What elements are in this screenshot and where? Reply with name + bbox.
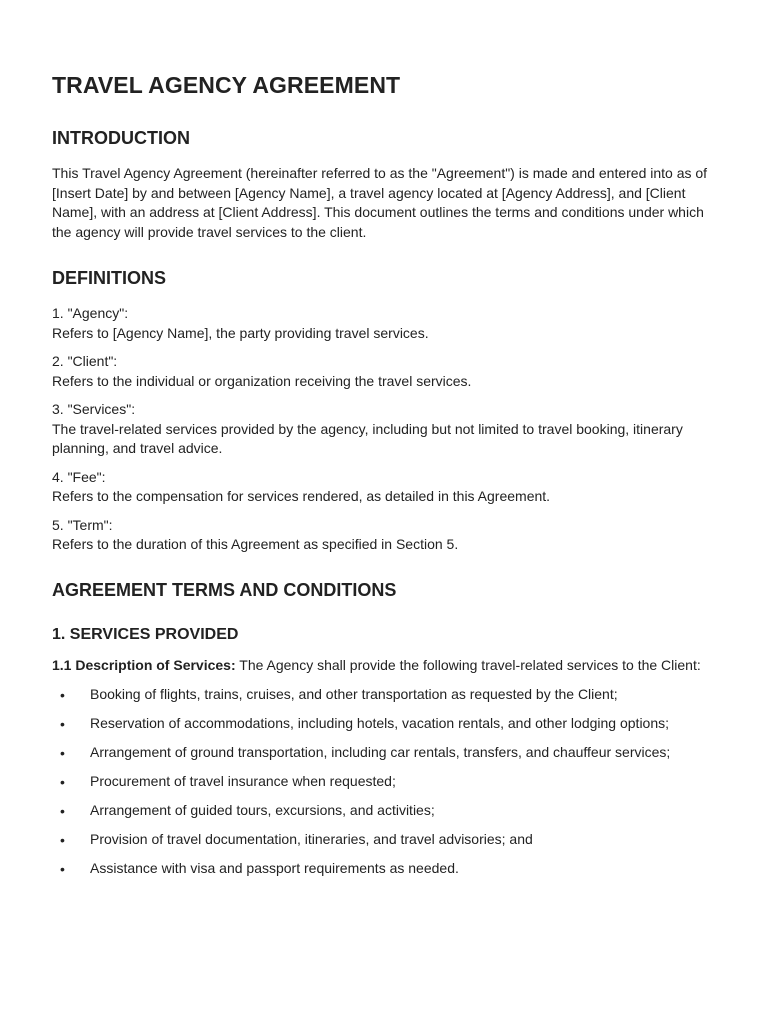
services-item-text: Arrangement of guided tours, excursions, and activities; [90, 802, 435, 818]
services-list-item [52, 685, 710, 705]
services-item-text: Booking of flights, trains, cruises, and other transportation as requested by the Client; [90, 686, 618, 702]
bullet-icon: • [60, 716, 65, 732]
definition-term: 1. "Agency": [52, 305, 129, 321]
bullet-icon: • [60, 687, 65, 703]
bullet-icon: • [60, 832, 65, 848]
services-description-label: 1.1 Description of Services: [52, 656, 236, 673]
definition-item [52, 352, 710, 391]
services-list-item [52, 714, 710, 734]
services-list-item [52, 743, 710, 763]
definition-text: Refers to the compensation for services rendered, as detailed in this Agreement. [52, 488, 551, 504]
document-title: TRAVEL AGENCY AGREEMENT [52, 72, 401, 98]
definition-text: Refers to the individual or organization receiving the travel services. [52, 372, 472, 389]
services-item-text: Arrangement of ground transportation, including car rentals, transfers, and chauffeur services; [90, 744, 671, 760]
definition-term: 2. "Client": [52, 353, 118, 369]
definition-text: Refers to [Agency Name], the party providing travel services. [52, 324, 429, 341]
definition-item [52, 468, 710, 507]
bullet-icon: • [60, 861, 65, 877]
definition-item [52, 304, 710, 343]
introduction-heading: INTRODUCTION [52, 128, 190, 148]
definition-term: 3. "Services": [52, 401, 136, 417]
introduction-paragraph: This Travel Agency Agreement (hereinafter referred to as the "Agreement") is made and entered into as of [Insert Date] by and between [Agency Name], a travel agency located at [Agency Address], and [Client Name], with an address at [Client Address]. This document outlines the terms and conditions under which the agency will provide travel services to the client. [52, 165, 708, 240]
bullet-icon: • [60, 774, 65, 790]
services-item-text: Procurement of travel insurance when requested; [90, 773, 396, 789]
bullet-icon: • [60, 803, 65, 819]
definition-text: Refers to the duration of this Agreement as specified in Section 5. [52, 536, 459, 552]
services-list-item [52, 830, 710, 850]
agreement-terms-heading: AGREEMENT TERMS AND CONDITIONS [52, 579, 397, 600]
services-item-text: Assistance with visa and passport requirements as needed. [90, 860, 459, 876]
definitions-list [52, 304, 710, 555]
services-item-text: Reservation of accommodations, including hotels, vacation rentals, and other lodging options; [90, 715, 670, 731]
definitions-heading: DEFINITIONS [52, 268, 167, 288]
definition-term: 5. "Term": [52, 516, 113, 533]
services-list-item [52, 772, 710, 792]
services-description [52, 656, 710, 676]
services-list-item [52, 859, 710, 879]
services-provided-heading: 1. SERVICES PROVIDED [52, 625, 239, 643]
services-list [52, 685, 710, 879]
definition-text: The travel-related services provided by the agency, including but not limited to travel booking, itinerary planning, and travel advice. [52, 420, 683, 456]
services-description-text: The Agency shall provide the following travel-related services to the Client: [235, 656, 701, 673]
definition-term: 4. "Fee": [52, 468, 106, 485]
definition-item [52, 400, 710, 459]
services-list-item [52, 801, 710, 821]
definition-item [52, 516, 710, 555]
bullet-icon: • [60, 745, 65, 761]
services-item-text: Provision of travel documentation, itineraries, and travel advisories; and [90, 831, 533, 847]
